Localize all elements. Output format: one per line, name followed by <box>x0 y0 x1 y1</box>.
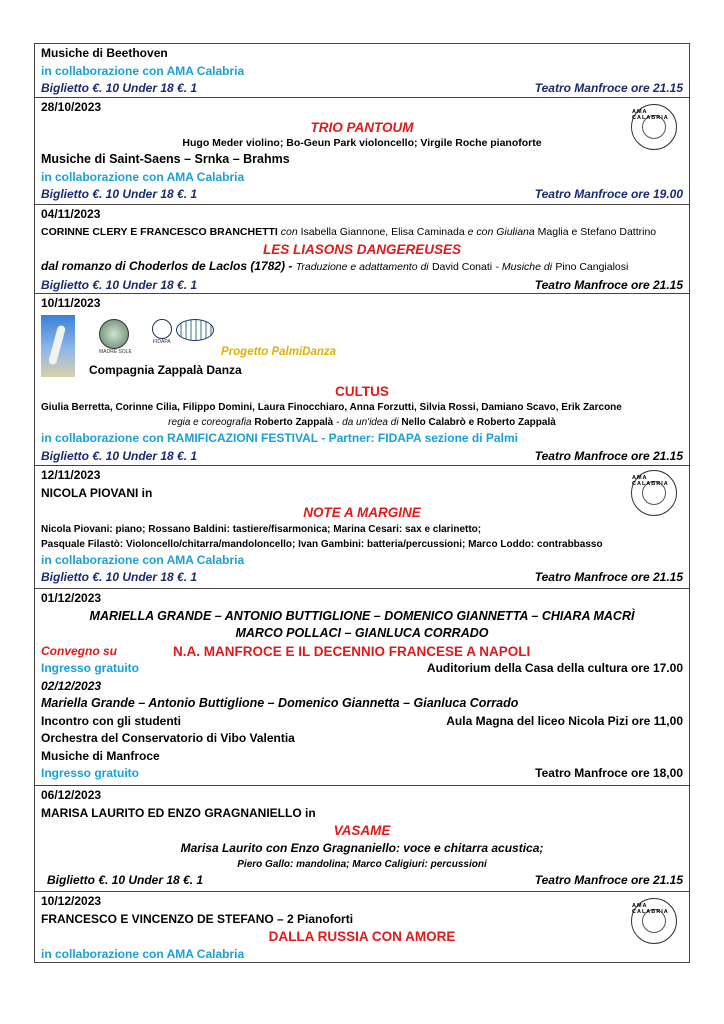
free-entry: Ingresso gratuito <box>41 661 140 675</box>
event-date: 06/12/2023 <box>41 788 102 802</box>
meeting-row <box>41 713 683 731</box>
world-map-icon <box>176 319 214 341</box>
cast-line-2: Pasquale Filastò: Violoncello/chitarra/mandoloncello; Ivan Gambini: batteria/percussioni; Marco Loddo: contrabbasso <box>41 538 603 550</box>
speakers-line-1: MARIELLA GRANDE – ANTONIO BUTTIGLIONE – DOMENICO GIANNETTA – CHIARA MACRÌ <box>89 608 635 623</box>
cast-line-1: Nicola Piovani: piano; Rossano Baldini: tastiere/fisarmonica; Marina Cesari: sax e clarinetto; <box>41 523 482 535</box>
ticket-row <box>41 872 683 890</box>
venue-time: Teatro Manfroce ore 21.15 <box>534 570 683 584</box>
idea-label: - da un'idea di <box>336 417 399 428</box>
event-title: CULTUS <box>335 383 389 399</box>
event-block-cultus <box>34 293 690 465</box>
speakers-line-3: Mariella Grande – Antonio Buttiglione – Domenico Giannetta – Gianluca Corrado <box>41 696 519 710</box>
ticket-price: Biglietto €. 10 Under 18 €. 1 <box>41 448 198 463</box>
adapt-label: Traduzione e adattamento di <box>295 261 429 273</box>
ticket-price: Biglietto €. 10 Under 18 €. 1 <box>47 873 204 887</box>
convegno-title: N.A. MANFROCE E IL DECENNIO FRANCESE A NAPOLI <box>173 643 531 659</box>
event-title: TRIO PANTOUM <box>310 119 414 135</box>
venue-time: Teatro Manfroce ore 21.15 <box>534 448 683 463</box>
madre-sole-icon <box>99 319 129 349</box>
event-block-manfroce-convegno <box>34 588 690 785</box>
event-block-les-liasons <box>34 204 690 293</box>
event-block-beethoven <box>34 43 690 97</box>
adapt-name: David Conati <box>431 261 493 273</box>
meeting-label: Incontro con gli studenti <box>41 713 181 728</box>
ticket-price: Biglietto €. 10 Under 18 €. 1 <box>41 277 198 292</box>
ticket-row <box>41 569 683 587</box>
event-title: VASAME <box>333 823 391 838</box>
stamp-text: AMA CALABRIA <box>632 475 669 487</box>
ticket-price: Biglietto €. 10 Under 18 €. 1 <box>41 570 198 584</box>
lead-names: CORINNE CLERY E FRANCESCO BRANCHETTI <box>41 225 278 238</box>
entry-row <box>41 660 683 678</box>
source-novel: dal romanzo di Choderlos de Laclos (1782) - <box>41 259 293 273</box>
cast-line-1: Marisa Laurito con Enzo Gragnaniello: voce e chitarra acustica; <box>180 840 544 855</box>
music-name: Pino Cangialosi <box>555 261 629 273</box>
source-line <box>41 258 683 277</box>
fidapa-logo <box>152 315 214 345</box>
program-page <box>34 43 690 963</box>
venue-time: Teatro Manfroce ore 21.15 <box>534 873 683 887</box>
ticket-price: Biglietto €. 10 Under 18 €. 1 <box>41 81 198 95</box>
collaboration-line: in collaborazione con AMA Calabria <box>41 63 245 78</box>
convegno-label: Convegno su <box>41 643 118 658</box>
event-title: NOTE A MARGINE <box>303 505 421 520</box>
event-date: 04/11/2023 <box>41 207 101 221</box>
event-block-vasame <box>34 785 690 891</box>
stamp-text: AMA CALABRIA <box>632 903 669 915</box>
cast-names: Maglia e Stefano Dattrino <box>537 225 657 238</box>
logo-caption: FIDAPA <box>152 338 171 345</box>
cast-names: Isabella Giannone, Elisa Caminada <box>300 225 465 238</box>
direction-line <box>41 415 683 430</box>
music-line: Musiche di Saint-Saens – Srnka – Brahms <box>41 152 290 166</box>
artist-line: MARISA LAURITO ED ENZO GRAGNANIELLO in <box>41 805 316 820</box>
idea-names: Nello Calabrò e Roberto Zappalà <box>401 417 556 428</box>
free-entry: Ingresso gratuito <box>41 766 140 780</box>
project-name: Progetto PalmiDanza <box>221 346 337 358</box>
convegno-row <box>41 643 683 661</box>
with-label: con <box>280 225 298 238</box>
event-block-dalla-russia <box>34 891 690 963</box>
madre-sole-logo <box>99 315 132 355</box>
event-date: 10/12/2023 <box>41 894 102 908</box>
event-title: DALLA RUSSIA CON AMORE <box>268 929 456 944</box>
ticket-row <box>41 80 683 98</box>
venue-time: Teatro Manfroce ore 21.15 <box>534 81 683 95</box>
venue-time: Teatro Manfroce ore 21.15 <box>534 277 683 292</box>
ticket-row <box>41 448 683 466</box>
venue-time: Auditorium della Casa della cultura ore 17.00 <box>426 661 683 675</box>
collaboration-line: in collaborazione con RAMIFICAZIONI FESTIVAL - Partner: FIDAPA sezione di Palmi <box>41 431 518 445</box>
director: Roberto Zappalà <box>254 417 334 428</box>
music-line: Musiche di Beethoven <box>41 46 168 60</box>
dancer-logo-icon <box>41 315 75 377</box>
entry-row <box>41 765 683 783</box>
with-label: e con Giuliana <box>467 225 535 238</box>
artist-line: FRANCESCO E VINCENZO DE STEFANO – 2 Pianoforti <box>41 911 354 926</box>
company-name: Compagnia Zappalà Danza <box>89 363 242 377</box>
ticket-row <box>41 186 683 204</box>
event-date: 01/12/2023 <box>41 591 102 605</box>
ticket-price: Biglietto €. 10 Under 18 €. 1 <box>41 187 198 201</box>
music-label: - Musiche di <box>495 261 553 273</box>
collaboration-line: in collaborazione con AMA Calabria <box>41 169 245 184</box>
dancers: Giulia Berretta, Corinne Cilia, Filippo Domini, Laura Finocchiaro, Anna Forzutti, Silvia Rossi, Damiano Scavo, Erik Zarcone <box>41 402 622 413</box>
orchestra-line: Orchestra del Conservatorio di Vibo Valentia <box>41 731 295 745</box>
event-block-note-a-margine <box>34 465 690 588</box>
venue-time: Teatro Manfroce ore 18,00 <box>535 766 683 780</box>
event-block-trio-pantoum <box>34 97 690 204</box>
artist-line: NICOLA PIOVANI in <box>41 485 153 500</box>
ticket-row <box>41 277 683 295</box>
logo-caption: MADRE SOLE <box>99 348 132 355</box>
event-date: 10/11/2023 <box>41 296 101 310</box>
collaboration-line: in collaborazione con AMA Calabria <box>41 946 245 961</box>
event-title: LES LIASONS DANGEREUSES <box>262 241 462 257</box>
venue-time: Teatro Manfroce ore 19.00 <box>534 187 683 201</box>
cast-line-2: Piero Gallo: mandolina; Marco Caligiuri: percussioni <box>237 859 487 870</box>
collaboration-line: in collaborazione con AMA Calabria <box>41 552 245 567</box>
speakers-line-2: MARCO POLLACI – GIANLUCA CORRADO <box>235 626 489 640</box>
event-date: 28/10/2023 <box>41 100 102 114</box>
globe-icon <box>152 319 172 339</box>
event-date: 12/11/2023 <box>41 468 101 482</box>
venue-time: Aula Magna del liceo Nicola Pizi ore 11,00 <box>446 713 683 728</box>
direction-label: regia e coreografia <box>168 417 252 428</box>
performers: Hugo Meder violino; Bo-Geun Park violoncello; Virgile Roche pianoforte <box>182 137 542 149</box>
cast-line <box>41 224 683 241</box>
music-line: Musiche di Manfroce <box>41 748 160 763</box>
event-date-2: 02/12/2023 <box>41 678 102 693</box>
stamp-text: AMA CALABRIA <box>632 109 669 121</box>
